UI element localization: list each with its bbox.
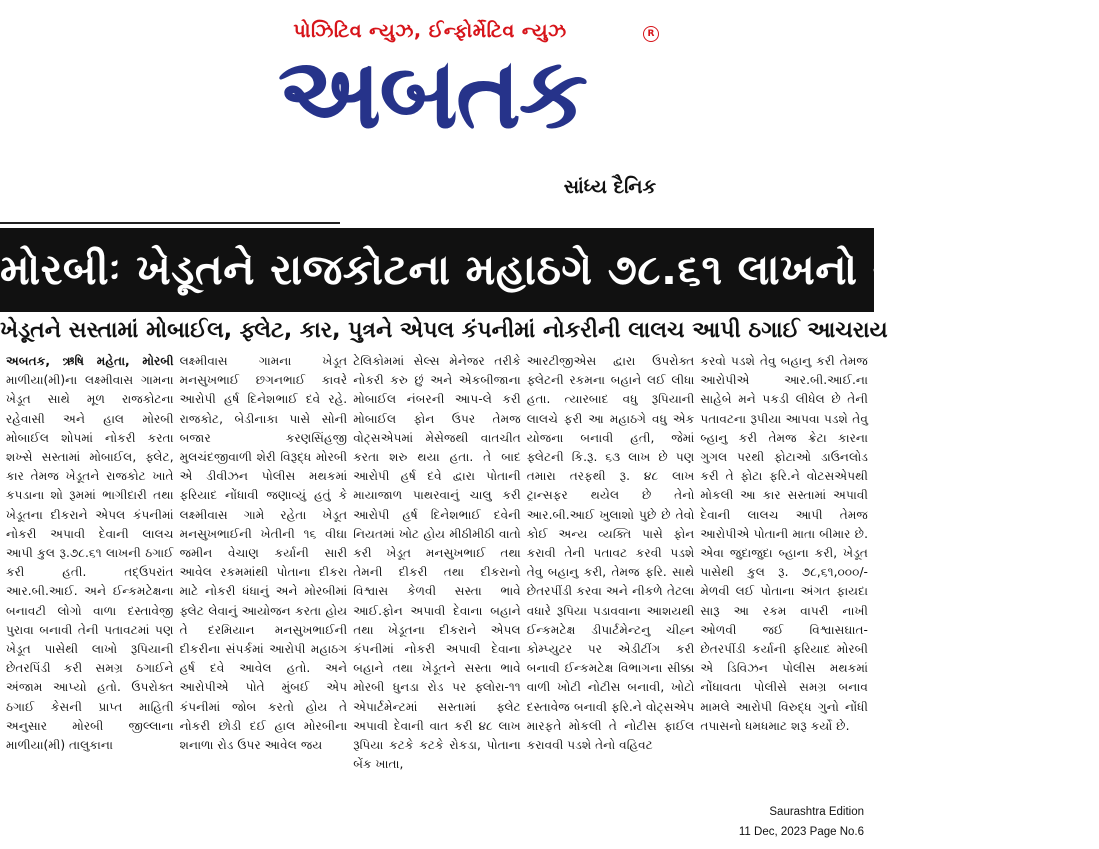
article-column-1	[6, 352, 174, 800]
masthead-subtitle: સાંધ્ય દૈનિક	[563, 176, 656, 198]
column-text: લક્ષ્મીવાસ ગામના ખેડૂત મનસુખભાઈ છગનભાઈ કાવરે આરોપી હર્ષ દિનેશભાઈ દવે રહે. રાજકોટ, બેડીનાકા પાસે સોની બજાર કરણસિંહજી મુલચંદજીવાળી શેરી વિરૂદ્ધ મોરબી એ ડીવીઝન પોલીસ મથકમાં ફરિયાદ નોંધાવી જણાવ્યું હતું કે લક્ષ્મીવાસ ગામે રહેતા ખેડૂત મનસુખભાઈની ખેતીની ૧૬ વીઘા જમીન વેચાણ કર્યાની સારી આવેલ રકમમાંથી પોતાના દીકરા માટે નોકરી ધંધાનું અને મોરબીમાં ફ્લેટ લેવાનું આયોજન કરતા હોય તે દરમિયાન મનસુખભાઈની દીકરીના સંપર્કમાં આરોપી મહાઠગ હર્ષ દવે આવેલ હતો. અને આરોપીએ પોતે મુંબઈ એપ કંપનીમાં જોબ કરતો હોય તે નોકરી છોડી દઈ હાલ મોરબીના શનાળા રોડ ઉપર આવેલ જય	[179, 354, 348, 753]
tagline: પોઝિટિવ ન્યુઝ, ઈન્ફોર્મેટિવ ન્યુઝ	[293, 20, 567, 42]
byline: અબતક, ઋષિ મહેતા, મોરબી	[6, 354, 174, 368]
column-text: આરટીજીએસ દ્વારા ઉપરોક્ત ફ્લેટની રકમના બહાને લઈ લીધા હતા. ત્યારબાદ વધુ રૂપિયાની લાલચે ફરી આ મહાઠગે વધુ એક યોજના બનાવી હતી, જેમાં ફ્લેટની કિ.રૂ. ૬૩ લાખ છે પણ તમારા તરફથી રૂ. ૪૮ લાખ ટ્રાન્સફર થયેલ છે તેનો આર.બી.આઈ ખુલાશો પુછે છે તેવો કોઈ અન્ય વ્યક્તિ પાસે ફોન કરાવી તેની પતાવટ કરવી પડશે તેવુ બહાનુ કરી, તેમજ ફરિ. સાથે છેતરપીંડી કરવા અને નીકળે તેટલા વધારે રૂપિયા પડાવવાના આશયથી ઈન્કમટેક્ષ ડીપાર્ટમેન્ટનુ ચીહ્ન કોમ્પ્યુટર પર એડીટીંગ કરી બનાવી ઈન્કમટેક્ષ વિભાગના સીક્કા વાળી ખોટી નોટીસ બનાવી, ખોટો દસ્તાવેજ બનાવી ફરિ.ને વોટ્સએપ મારફતે મોકલી તે નોટીસ ફાઈલ કરાવવી પડશે તેનો વહિવટ	[526, 354, 695, 753]
edition-label: Saurashtra Edition	[769, 806, 864, 818]
article-column-4	[527, 352, 695, 800]
masthead-logo	[212, 37, 652, 151]
headline-banner: મોરબીઃ ખેડૂતને રાજકોટના મહાઠગે ૭૮.૬૧ લાખનો ચૂનો ચોપડ્યો	[0, 228, 874, 312]
column-text: કરવો પડશે તેવુ બહાનુ કરી તેમજ આરોપીએ આર.બી.આઈ.ના સાહેબે મને પકડી લીધેલ છે તેની પતાવટના રૂપીયા આપવા પડશે તેવુ બ્હાનુ કરી તેમજ ક્રેટા કારના ગુગલ પરથી ફોટાઓ ડાઉનલોડ કરી તે ફોટા ફરિ.ને વોટસએપથી મોકલી આ કાર સસ્તામાં અપાવી દેવાની લાલચ આપી તેમજ આરોપીએ પોતાની માતા બીમાર છે. એવા જુદાજુદા બ્હાના કરી, ખેડૂત પાસેથી કુલ રૂ. ૭૮,૬૧,૦૦૦/- મેળવી લઈ પોતાના અંગત ફાયદા સારૂ આ રકમ વાપરી નાખી ઓળવી જઈ વિશ્વાસઘાત-છેતરપીંડી કર્યાની ફરિયાદ મોરબી એ ડિવિઝન પોલીસ મથકમાં નોંધાવતા પોલીસે સમગ્ર બનાવ મામલે આરોપી વિરુદ્ધ ગુનો નોંધી તપાસનો ધમધમાટ શરૂ કર્યો છે.	[700, 354, 868, 733]
subheadline: ખેડૂતને સસ્તામાં મોબાઈલ, ફ્લેટ, કાર, પુત્રને એપલ કંપનીમાં નોકરીની લાલચ આપી ઠગાઈ આચરાય	[0, 318, 888, 343]
column-text: ટેલિકોમમાં સેલ્સ મેનેજર તરીકે નોકરી કરુ છું અને એકબીજાના મોબાઈલ નંબરની આપ-લે કરી મોબાઈલ ફોન ઉપર તેમજ વોટ્સએપમાં મેસેજથી વાતચીત કરતા શરુ થયા હતા. તે બાદ આરોપી હર્ષ દવે દ્વારા પોતાની માયાજાળ પાથરવાનું ચાલુ કરી આરોપી હર્ષ દિનેશભાઈ દવેની નિયતમાં ખોટ હોય મીઠીમીઠી વાતો કરી ખેડૂત મનસુખભાઈ તથા તેમની દીકરી તથા દીકરાનો વિશ્વાસ કેળવી સસ્તા ભાવે આઈ.ફોન અપાવી દેવાના બહાને તથા ખેડૂતના દીકરાને એપલ કંપનીમાં નોકરી અપાવી દેવાના બહાને તથા ખેડૂતને સસ્તા ભાવે મોરબી ધુનડા રોડ પર ફ્લોરા-૧૧ એપાર્ટમેન્ટમાં સસ્તામાં ફ્લેટ અપાવી દેવાની વાત કરી ૪૮ લાખ રૂપિયા કટકે કટકે રોકડા, પોતાના બેંક ખાતા,	[353, 354, 521, 772]
masthead-title: અબતક	[277, 37, 587, 151]
article-columns	[6, 352, 868, 800]
article-column-2	[180, 352, 348, 800]
article-column-5	[700, 352, 868, 800]
registered-mark: R	[643, 26, 659, 42]
column-text: માળીયા(મી)ના લક્ષ્મીવાસ ગામના ખેડૂત સાથે મૂળ રાજકોટના રહેવાસી અને હાલ મોરબી મોબાઈલ શોપમાં નોકરી કરતા શખ્સે સસ્તામાં મોબાઈલ, ફ્લેટ, કાર તેમજ ખેડૂતને રાજકોટ ખાતે કપડાના શો રૂમમાં ભાગીદારી તથા ખેડૂતના દીકરાને એપલ કંપનીમાં નોકરી અપાવી દેવાની લાલચ આપી કુલ રૂ.૭૮.૬૧ લાખની ઠગાઈ કરી હતી. તદ્ઉપરાંત આર.બી.આઈ. અને ઈન્કમટેક્ષના બનાવટી લોગો વાળા દસ્તાવેજી પુરાવા બનાવી તેની પતાવટમાં પણ ખેડૂત પાસેથી લાખો રૂપિયાની છેતરપિંડી કરી સમગ્ર ઠગાઈને અંજામ આપ્યો હતો. ઉપરોક્ત ઠગાઈ કેસની પ્રાપ્ત માહિતી અનુસાર મોરબી જીલ્લાના માળીયા(મી) તાલુકાના	[6, 373, 174, 753]
date-page-label: 11 Dec, 2023 Page No.6	[738, 826, 864, 838]
top-rule	[0, 222, 340, 224]
article-column-3	[353, 352, 521, 800]
